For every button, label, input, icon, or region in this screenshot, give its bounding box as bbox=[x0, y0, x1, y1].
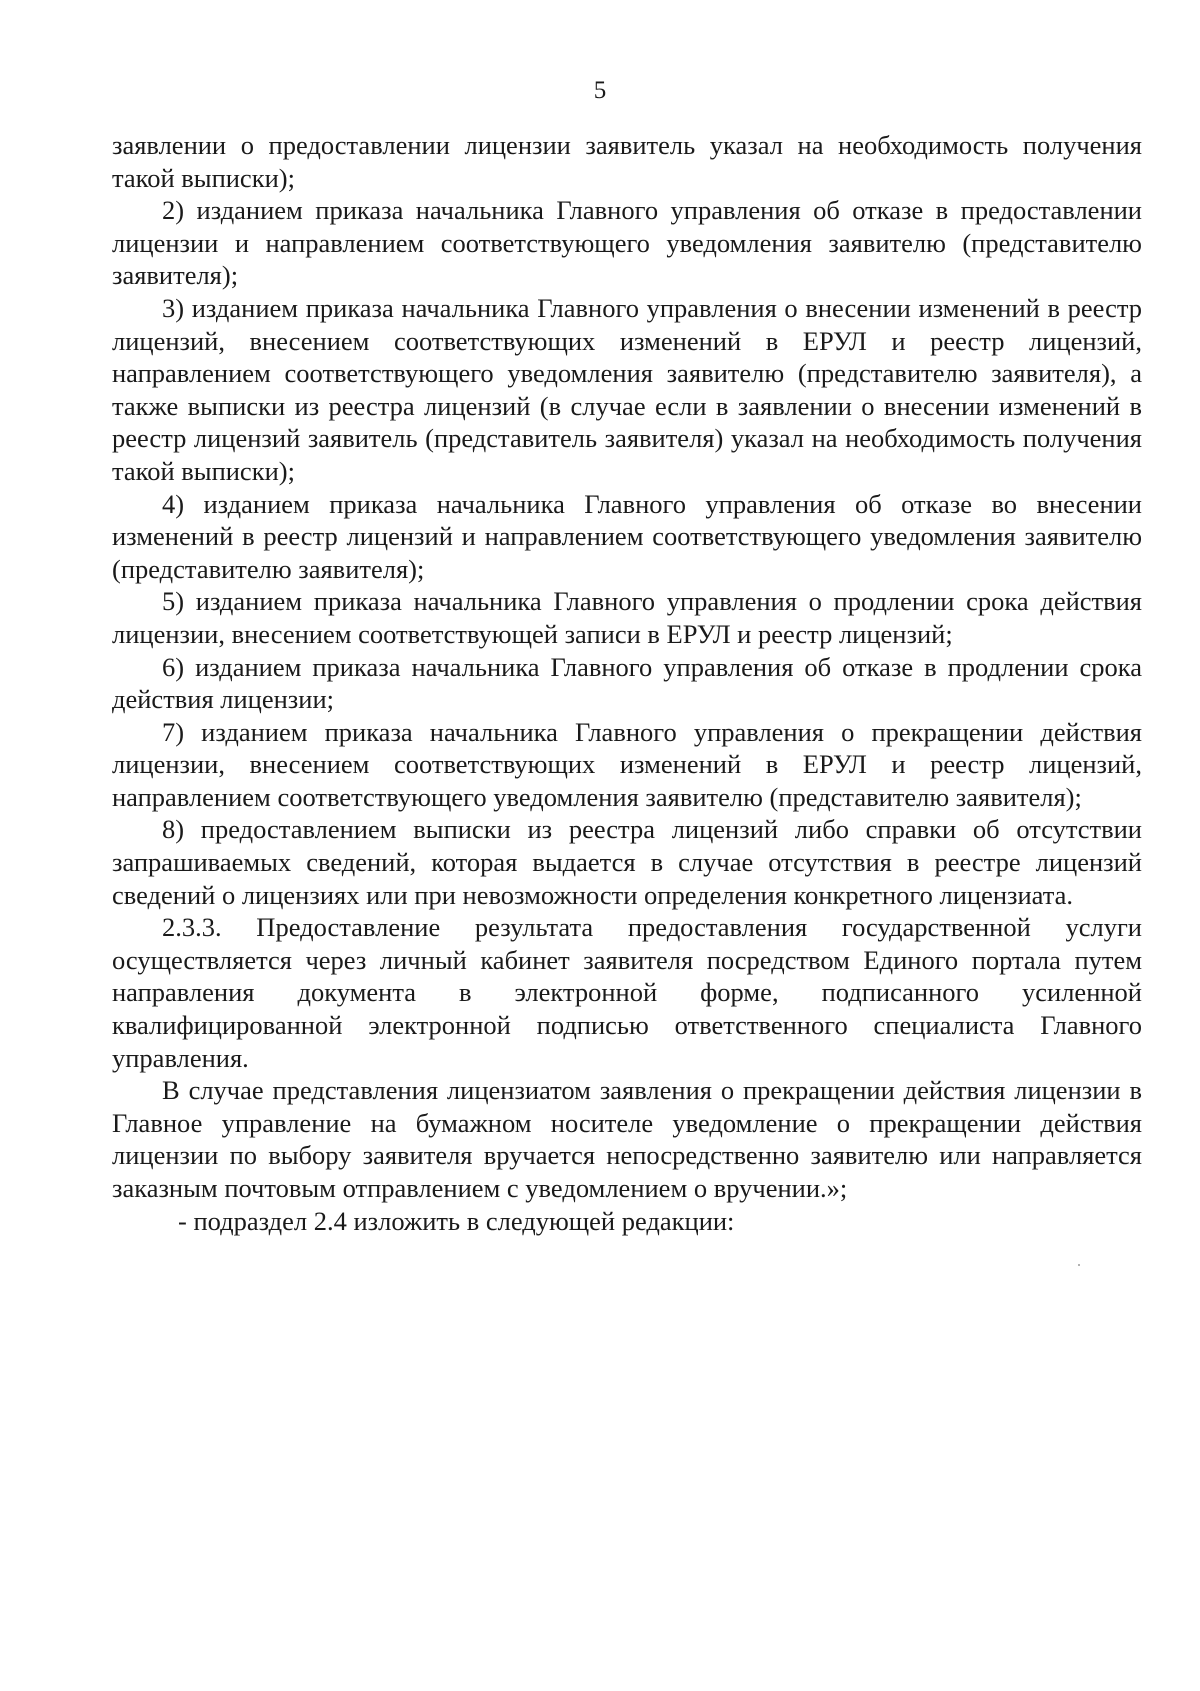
page-number: 5 bbox=[593, 77, 607, 104]
list-item-5: 5) изданием приказа начальника Главного управления о продлении срока действия лицензии, внесением соответствующей записи в ЕРУЛ и реестр лицензий; bbox=[112, 586, 1142, 649]
list-item-4: 4) изданием приказа начальника Главного управления об отказе во внесении изменений в реестр лицензий и направлением соответствующего уведомления заявителю (представителю заявителя); bbox=[112, 488, 1142, 584]
list-item-6: 6) изданием приказа начальника Главного управления об отказе в продлении срока действия лицензии; bbox=[112, 651, 1142, 715]
paragraph-continuation: заявлении о предоставлении лицензии заявитель указал на необходимость получения такой выписки); bbox=[112, 130, 1142, 193]
list-item-7: 7) изданием приказа начальника Главного управления о прекращении действия лицензии, внесением соответствующих изменений в ЕРУЛ и реестр лицензий, направлением соответствующего уведомления заявителю (представителю заявителя); bbox=[112, 716, 1142, 812]
paragraph-termination-notice: В случае представления лицензиатом заявления о прекращении действия лицензии в Главное управление на бумажном носителе уведомление о прекращении действия лицензии по выбору заявителя вручается непосредственно заявителю или направляется заказным почтовым отправлением с уведомлением о вручении.»; bbox=[112, 1075, 1142, 1203]
clause-2-3-3: 2.3.3. Предоставление результата предоставления государственной услуги осуществляется через личный кабинет заявителя посредством Единого портала путем направления документа в электронной форме, подписанного усиленной квалифицированной электронной подписью ответственного специалиста Главного управления. bbox=[112, 912, 1142, 1073]
list-item-3: 3) изданием приказа начальника Главного управления о внесении изменений в реестр лицензий, внесением соответствующих изменений в ЕРУЛ и реестр лицензий, направлением соответствующего уведомления заявителю (представителю заявителя), а также выписки из реестра лицензий (в случае если в заявлении о внесении изменений в реестр лицензий заявитель (представитель заявителя) указал на необходимость получения такой выписки); bbox=[112, 292, 1142, 486]
scan-speck bbox=[1078, 1264, 1080, 1266]
subsection-2-4-instruction: - подраздел 2.4 изложить в следующей редакции: bbox=[178, 1205, 735, 1236]
document-body bbox=[112, 129, 1142, 1237]
list-item-2: 2) изданием приказа начальника Главного управления об отказе в предоставлении лицензии и направлением соответствующего уведомления заявителю (представителю заявителя); bbox=[112, 195, 1142, 291]
list-item-8: 8) предоставлением выписки из реестра лицензий либо справки об отсутствии запрашиваемых сведений, которая выдается в случае отсутствия в реестре лицензий сведений о лицензиях или при невозможности определения конкретного лицензиата. bbox=[112, 814, 1142, 910]
